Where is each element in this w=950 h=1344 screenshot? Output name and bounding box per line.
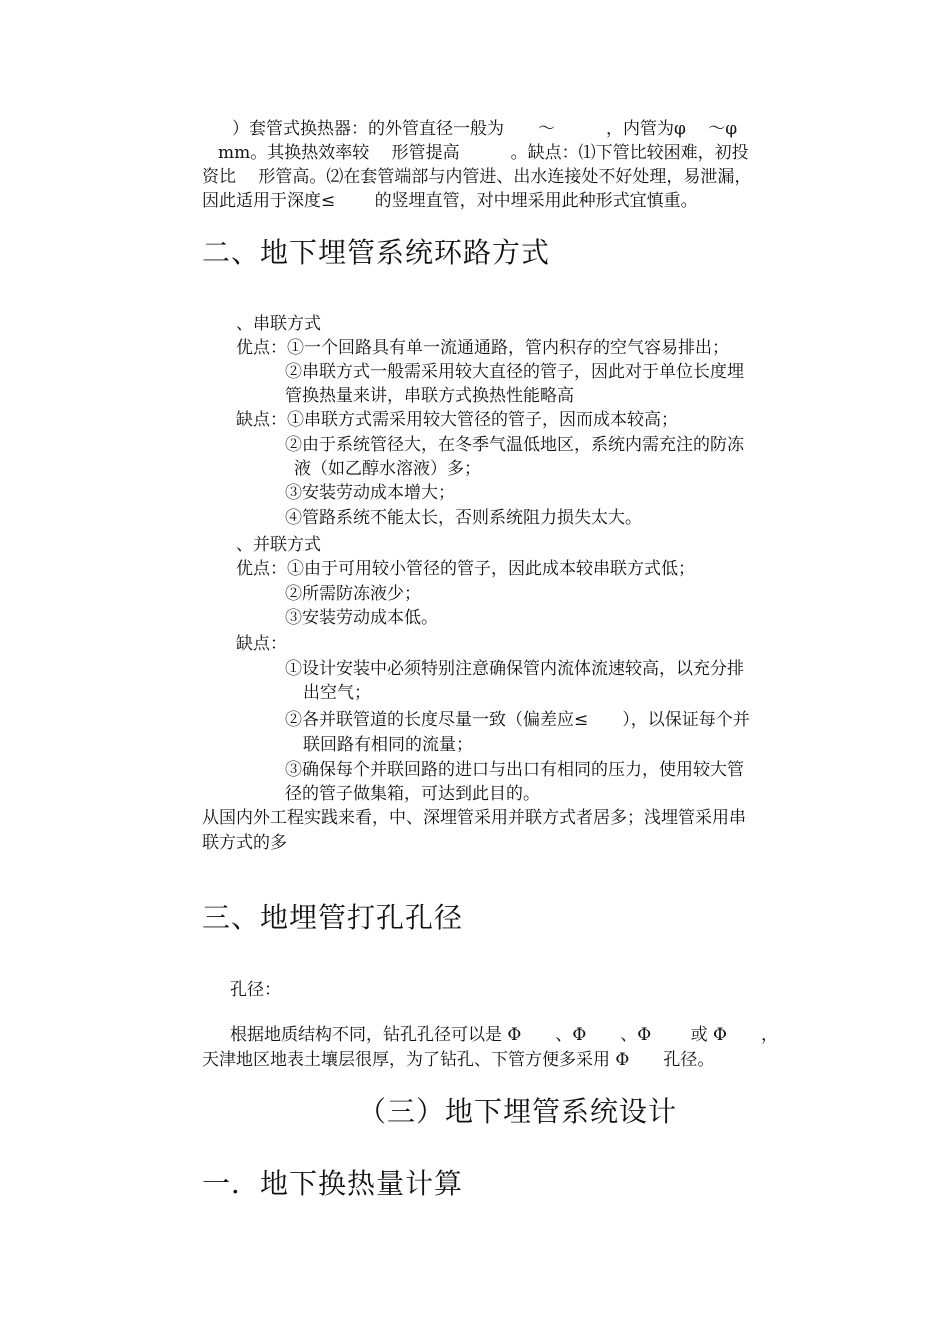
- series-pro-1: 优点：①一个回路具有单一流通通路，管内积存的空气容易排出；: [236, 338, 729, 358]
- hole-label: 孔径：: [230, 980, 281, 1000]
- series-pro-2a: ②串联方式一般需采用较大直径的管子，因此对于单位长度埋: [285, 362, 744, 382]
- series-title: 、串联方式: [236, 314, 321, 334]
- series-con-2b: 液（如乙醇水溶液）多；: [294, 459, 481, 479]
- parallel-pro-1: 优点：①由于可用较小管径的管子，因此成本较串联方式低；: [236, 559, 695, 579]
- section-heading-loop-methods: 二、地下埋管系统环路方式: [202, 236, 551, 269]
- series-pro-2b: 管换热量来讲，串联方式换热性能略高: [285, 386, 574, 406]
- part-heading-system-design: （三）地下埋管系统设计: [358, 1095, 678, 1128]
- parallel-con-3b: 径的管子做集箱，可达到此目的。: [285, 784, 540, 804]
- series-con-3: ③安装劳动成本增大；: [285, 483, 455, 503]
- parallel-con-3a: ③确保每个并联回路的进口与出口有相同的压力，使用较大管: [285, 760, 744, 780]
- parallel-con-2a: ②各并联管道的长度尽量一致（偏差应≤ ），以保证每个并: [285, 710, 750, 730]
- section-heading-heat-calc: 一．地下换热量计算: [202, 1167, 464, 1200]
- section-heading-hole-diameter: 三、地埋管打孔孔径: [202, 901, 464, 934]
- intro-line-4: 因此适用于深度≤ 的竖埋直管，对中埋采用此种形式宜慎重。: [202, 191, 698, 211]
- intro-line-1: ）套管式换热器：的外管直径一般为 ～ ，内管为φ ～φ: [232, 119, 738, 139]
- hole-body-2: 天津地区地表土壤层很厚，为了钻孔、下管方便多采用 Φ 孔径。: [202, 1050, 715, 1070]
- parallel-pro-3: ③安装劳动成本低。: [285, 608, 438, 628]
- series-con-1: 缺点：①串联方式需采用较大管径的管子，因而成本较高；: [236, 410, 678, 430]
- parallel-title: 、并联方式: [236, 535, 321, 555]
- intro-line-2: mm。其换热效率较 形管提高 。缺点：⑴下管比较困难，初投: [218, 143, 749, 163]
- summary-line-2: 联方式的多: [202, 833, 287, 853]
- parallel-con-1b: 出空气；: [303, 683, 371, 703]
- summary-line-1: 从国内外工程实践来看，中、深埋管采用并联方式者居多；浅埋管采用串: [202, 808, 746, 828]
- parallel-con-1a: ①设计安装中必须特别注意确保管内流体流速较高，以充分排: [285, 659, 744, 679]
- intro-line-3: 资比 形管高。⑵在套管端部与内管进、出水连接处不好处理，易泄漏，: [202, 167, 752, 187]
- parallel-con-2b: 联回路有相同的流量；: [303, 735, 473, 755]
- parallel-con-label: 缺点：: [236, 634, 287, 654]
- parallel-pro-2: ②所需防冻液少；: [285, 584, 421, 604]
- series-con-4: ④管路系统不能太长，否则系统阻力损失太大。: [285, 508, 642, 528]
- hole-body-1: 根据地质结构不同，钻孔孔径可以是 Φ 、Φ 、Φ 或 Φ ，: [230, 1025, 778, 1045]
- series-con-2a: ②由于系统管径大，在冬季气温低地区，系统内需充注的防冻: [285, 435, 744, 455]
